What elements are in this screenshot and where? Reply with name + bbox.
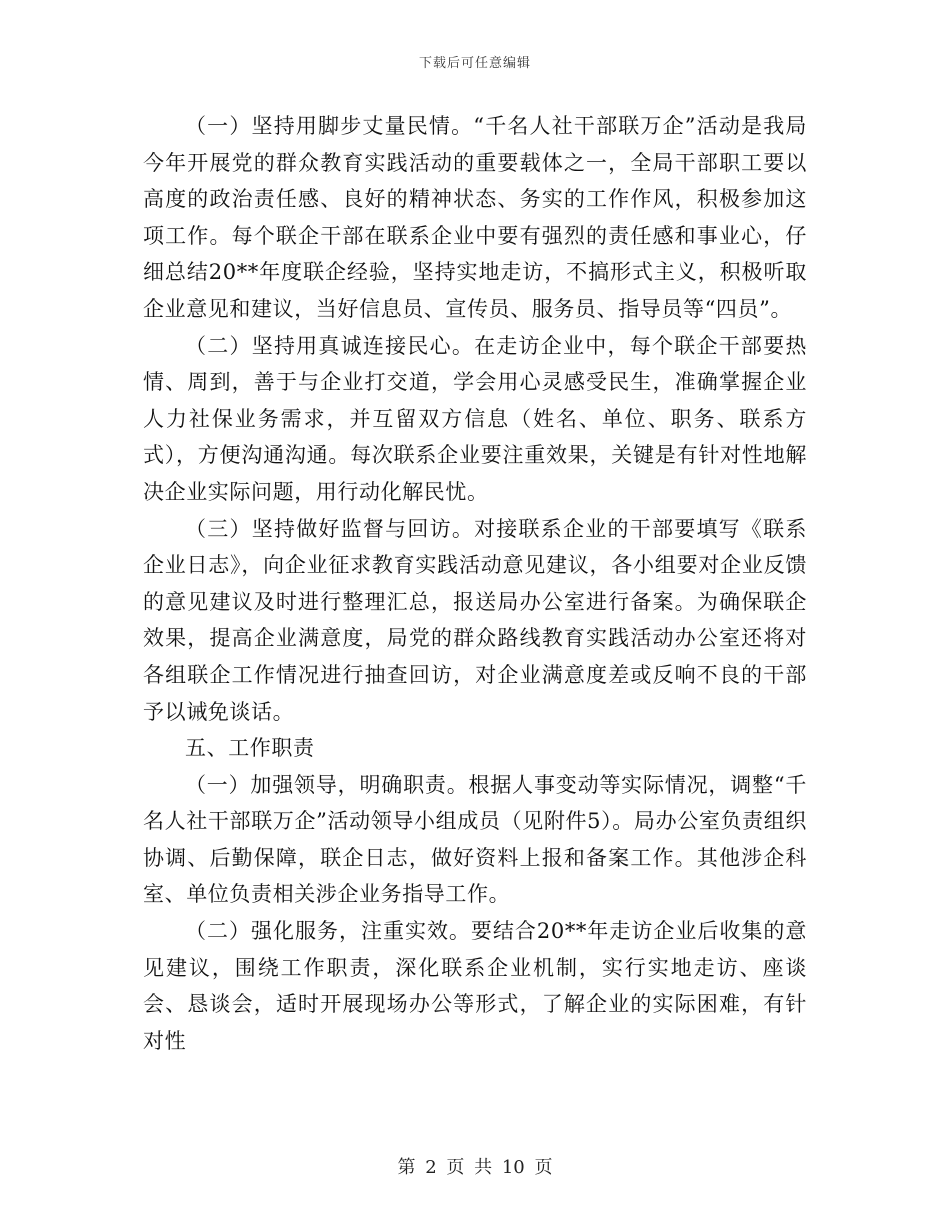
paragraph-3: （三）坚持做好监督与回访。对接联系企业的干部要填写《联系企业日志》，向企业征求教育实践活动意见建议，各小组要对企业反馈的意见建议及时进行整理汇总，报送局办公室进行备案。为确保联企效果，提高企业满意度，局党的群众路线教育实践活动办公室还将对各组联企工作情况进行抽查回访，对企业满意度差或反响不良的干部予以诫免谈话。 xyxy=(143,516,807,724)
paragraph-1: （一）坚持用脚步丈量民情。“千名人社干部联万企”活动是我局今年开展党的群众教育实践活动的重要载体之一，全局干部职工要以高度的政治责任感、良好的精神状态、务实的工作作风，积极参加这项工作。每个联企干部在联系企业中要有强烈的责任感和事业心，仔细总结20**年度联企经验，坚持实地走访，不搞形式主义，积极听取企业意见和建议，当好信息员、宣传员、服务员、指导员等“四员”。 xyxy=(143,114,807,321)
document-body xyxy=(143,108,807,1059)
paragraph-5: （二）强化服务，注重实效。要结合20**年走访企业后收集的意见建议，围绕工作职责，深化联系企业机制，实行实地走访、座谈会、恳谈会，适时开展现场办公等形式，了解企业的实际困难，有针对性 xyxy=(143,919,807,1053)
paragraph-4: （一）加强领导，明确职责。根据人事变动等实际情况，调整“千名人社干部联万企”活动领导小组成员（见附件5）。局办公室负责组织协调、后勤保障，联企日志，做好资料上报和备案工作。其他涉企科室、单位负责相关涉企业务指导工作。 xyxy=(143,772,807,907)
section-heading: 五、工作职责 xyxy=(185,736,315,761)
page-header: 下载后可任意编辑 xyxy=(418,56,531,71)
page-number: 第 2 页 共 10 页 xyxy=(397,1157,553,1178)
paragraph-2: （二）坚持用真诚连接民心。在走访企业中，每个联企干部要热情、周到，善于与企业打交道，学会用心灵感受民生，准确掌握企业人力社保业务需求，并互留双方信息（姓名、单位、职务、联系方式），方便沟通沟通。每次联系企业要注重效果，关键是有针对性地解决企业实际问题，用行动化解民忧。 xyxy=(143,333,807,504)
